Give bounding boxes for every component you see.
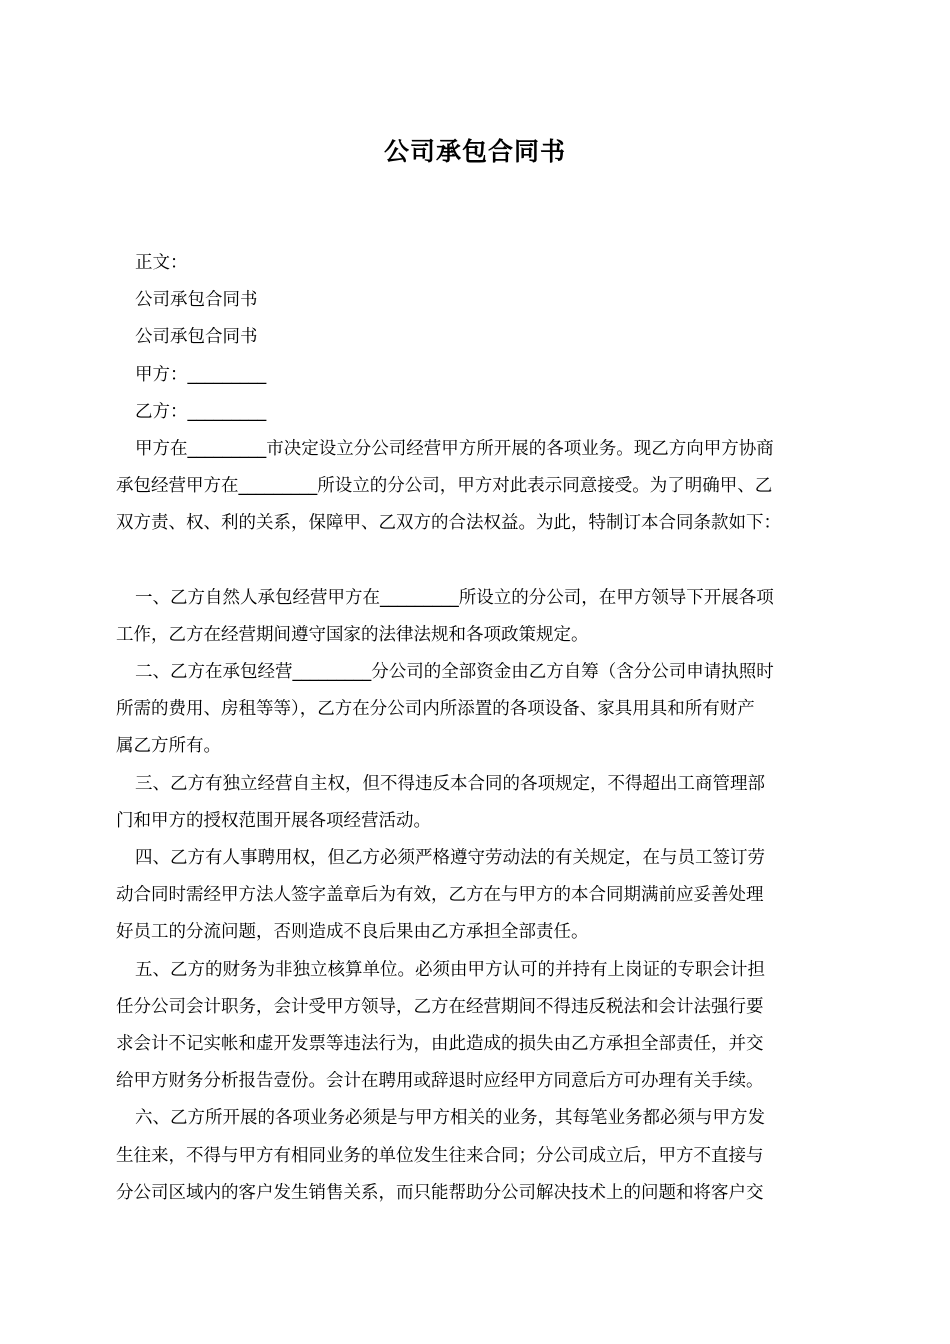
text-line: 乙方：_________: [135, 401, 267, 422]
text-line: 五、乙方的财务为非独立核算单位。必须由甲方认可的并持有上岗证的专职会计担: [135, 959, 765, 980]
text-line: 甲方：_________: [135, 364, 267, 385]
text-line: 三、乙方有独立经营自主权，但不得违反本合同的各项规定，不得超出工商管理部: [135, 773, 765, 794]
text-line: 工作，乙方在经营期间遵守国家的法律法规和各项政策规定。: [116, 624, 589, 645]
text-line: 所需的费用、房租等等），乙方在分公司内所添置的各项设备、家具用具和所有财产: [116, 699, 755, 720]
text-line: 六、乙方所开展的各项业务必须是与甲方相关的业务，其每笔业务都必须与甲方发: [135, 1108, 765, 1129]
text-line: 正文：: [135, 253, 188, 273]
text-line: 公司承包合同书: [135, 290, 258, 311]
text-line: 给甲方财务分析报告壹份。会计在聘用或辞退时应经甲方同意后方可办理有关手续。: [116, 1071, 764, 1092]
text-line: 分公司区域内的客户发生销售关系，而只能帮助分公司解决技术上的问题和将客户交: [116, 1182, 764, 1203]
document-body: [116, 245, 838, 1212]
document-title: 公司承包合同书: [383, 137, 566, 166]
text-line: 任分公司会计职务，会计受甲方领导，乙方在经营期间不得违反税法和会计法强行要: [116, 996, 764, 1017]
text-line: 一、乙方自然人承包经营甲方在_________所设立的分公司，在甲方领导下开展各项: [135, 587, 774, 608]
text-line: 求会计不记实帐和虚开发票等违法行为，由此造成的损失由乙方承担全部责任，并交: [116, 1033, 764, 1054]
text-line: 二、乙方在承包经营_________分公司的全部资金由乙方自筹（含分公司申请执照时: [135, 662, 774, 683]
text-line: 甲方在_________市决定设立分公司经营甲方所开展的各项业务。现乙方向甲方协商: [135, 438, 774, 459]
text-line: 四、乙方有人事聘用权，但乙方必须严格遵守劳动法的有关规定，在与员工签订劳: [135, 848, 765, 868]
text-line: 属乙方所有。: [116, 736, 221, 757]
text-line: 生往来，不得与甲方有相同业务的单位发生往来合同；分公司成立后，甲方不直接与: [116, 1145, 764, 1166]
text-line: 动合同时需经甲方法人签字盖章后为有效，乙方在与甲方的本合同期满前应妥善处理: [116, 885, 764, 906]
text-line: 公司承包合同书: [135, 327, 258, 348]
text-line: 门和甲方的授权范围开展各项经营活动。: [116, 810, 431, 831]
text-line: 双方责、权、利的关系，保障甲、乙双方的合法权益。为此，特制订本合同条款如下：: [116, 513, 781, 534]
text-line: 承包经营甲方在_________所设立的分公司，甲方对此表示同意接受。为了明确甲、乙: [116, 476, 773, 497]
blank-line: [116, 543, 838, 580]
text-line: 好员工的分流问题，否则造成不良后果由乙方承担全部责任。: [116, 922, 589, 943]
